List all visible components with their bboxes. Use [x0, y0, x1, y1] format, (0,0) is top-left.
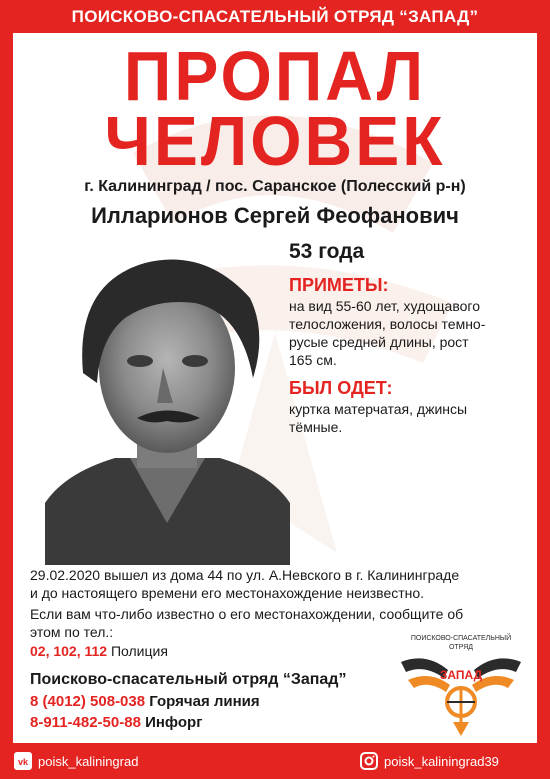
- squad-name: Поисково-спасательный отряд “Запад”: [30, 671, 347, 688]
- person-photo: [45, 243, 290, 565]
- search-squad-logo: [396, 630, 526, 740]
- signs-line: телосложения, волосы темно-: [289, 316, 486, 332]
- event-text: [30, 566, 530, 602]
- poster-header: ПОИСКОВО-СПАСАТЕЛЬНЫЙ ОТРЯД “ЗАПАД”: [71, 6, 479, 26]
- inforg-contact: [30, 714, 202, 732]
- instagram-link[interactable]: [360, 752, 499, 770]
- person-name: Илларионов Сергей Феофанович: [91, 203, 459, 228]
- clothes-line: куртка матерчатая, джинсы: [289, 401, 468, 417]
- instagram-handle: poisk_kaliningrad39: [384, 753, 499, 769]
- police-contact: [30, 642, 168, 660]
- signs-line: на вид 55-60 лет, худощавого: [289, 298, 480, 314]
- inforg-number: 8-911-482-50-88: [30, 714, 141, 731]
- signs-line: 165 см.: [289, 352, 337, 368]
- title-line-2: ЧЕЛОВЕК: [104, 102, 446, 180]
- logo-line-2: ОТРЯД: [448, 644, 474, 651]
- signs-line: русые средней длины, рост: [289, 334, 469, 350]
- event-line: 29.02.2020 вышел из дома 44 по ул. А.Невского в г. Калининграде: [30, 567, 460, 583]
- hotline-label: Горячая линия: [149, 693, 260, 710]
- poster-footer: [0, 743, 550, 779]
- contact-line: Если вам что-либо известно о его местонахождении, сообщите об: [30, 606, 464, 622]
- vk-icon: [14, 752, 32, 770]
- vk-link[interactable]: [14, 752, 138, 770]
- event-line: и до настоящего времени его местонахождение неизвестно.: [30, 585, 425, 601]
- inforg-label: Инфорг: [145, 714, 203, 731]
- title-line-1: ПРОПАЛ: [123, 37, 427, 115]
- signs-text: [289, 297, 524, 369]
- svg-text:vk: vk: [17, 757, 29, 767]
- police-numbers: 02, 102, 112: [30, 643, 108, 659]
- contact-line: этом по тел.:: [30, 624, 114, 640]
- instagram-icon: [360, 752, 378, 770]
- clothes-text: [289, 400, 524, 436]
- clothes-title: БЫЛ ОДЕТ:: [289, 378, 393, 398]
- vk-handle: poisk_kaliningrad: [38, 753, 139, 769]
- clothes-line: тёмные.: [289, 419, 343, 435]
- location-text: г. Калининград / пос. Саранское (Полесский р-н): [84, 178, 466, 195]
- signs-title: ПРИМЕТЫ:: [289, 275, 389, 295]
- police-label: Полиция: [110, 643, 168, 659]
- poster-sheet: [13, 33, 537, 743]
- logo-line-1: ПОИСКОВО-СПАСАТЕЛЬНЫЙ: [410, 635, 512, 642]
- person-age: 53 года: [289, 240, 365, 263]
- hotline-contact: [30, 693, 260, 711]
- logo-line-3: ЗАПАД: [439, 668, 483, 682]
- hotline-number: 8 (4012) 508-038: [30, 693, 146, 710]
